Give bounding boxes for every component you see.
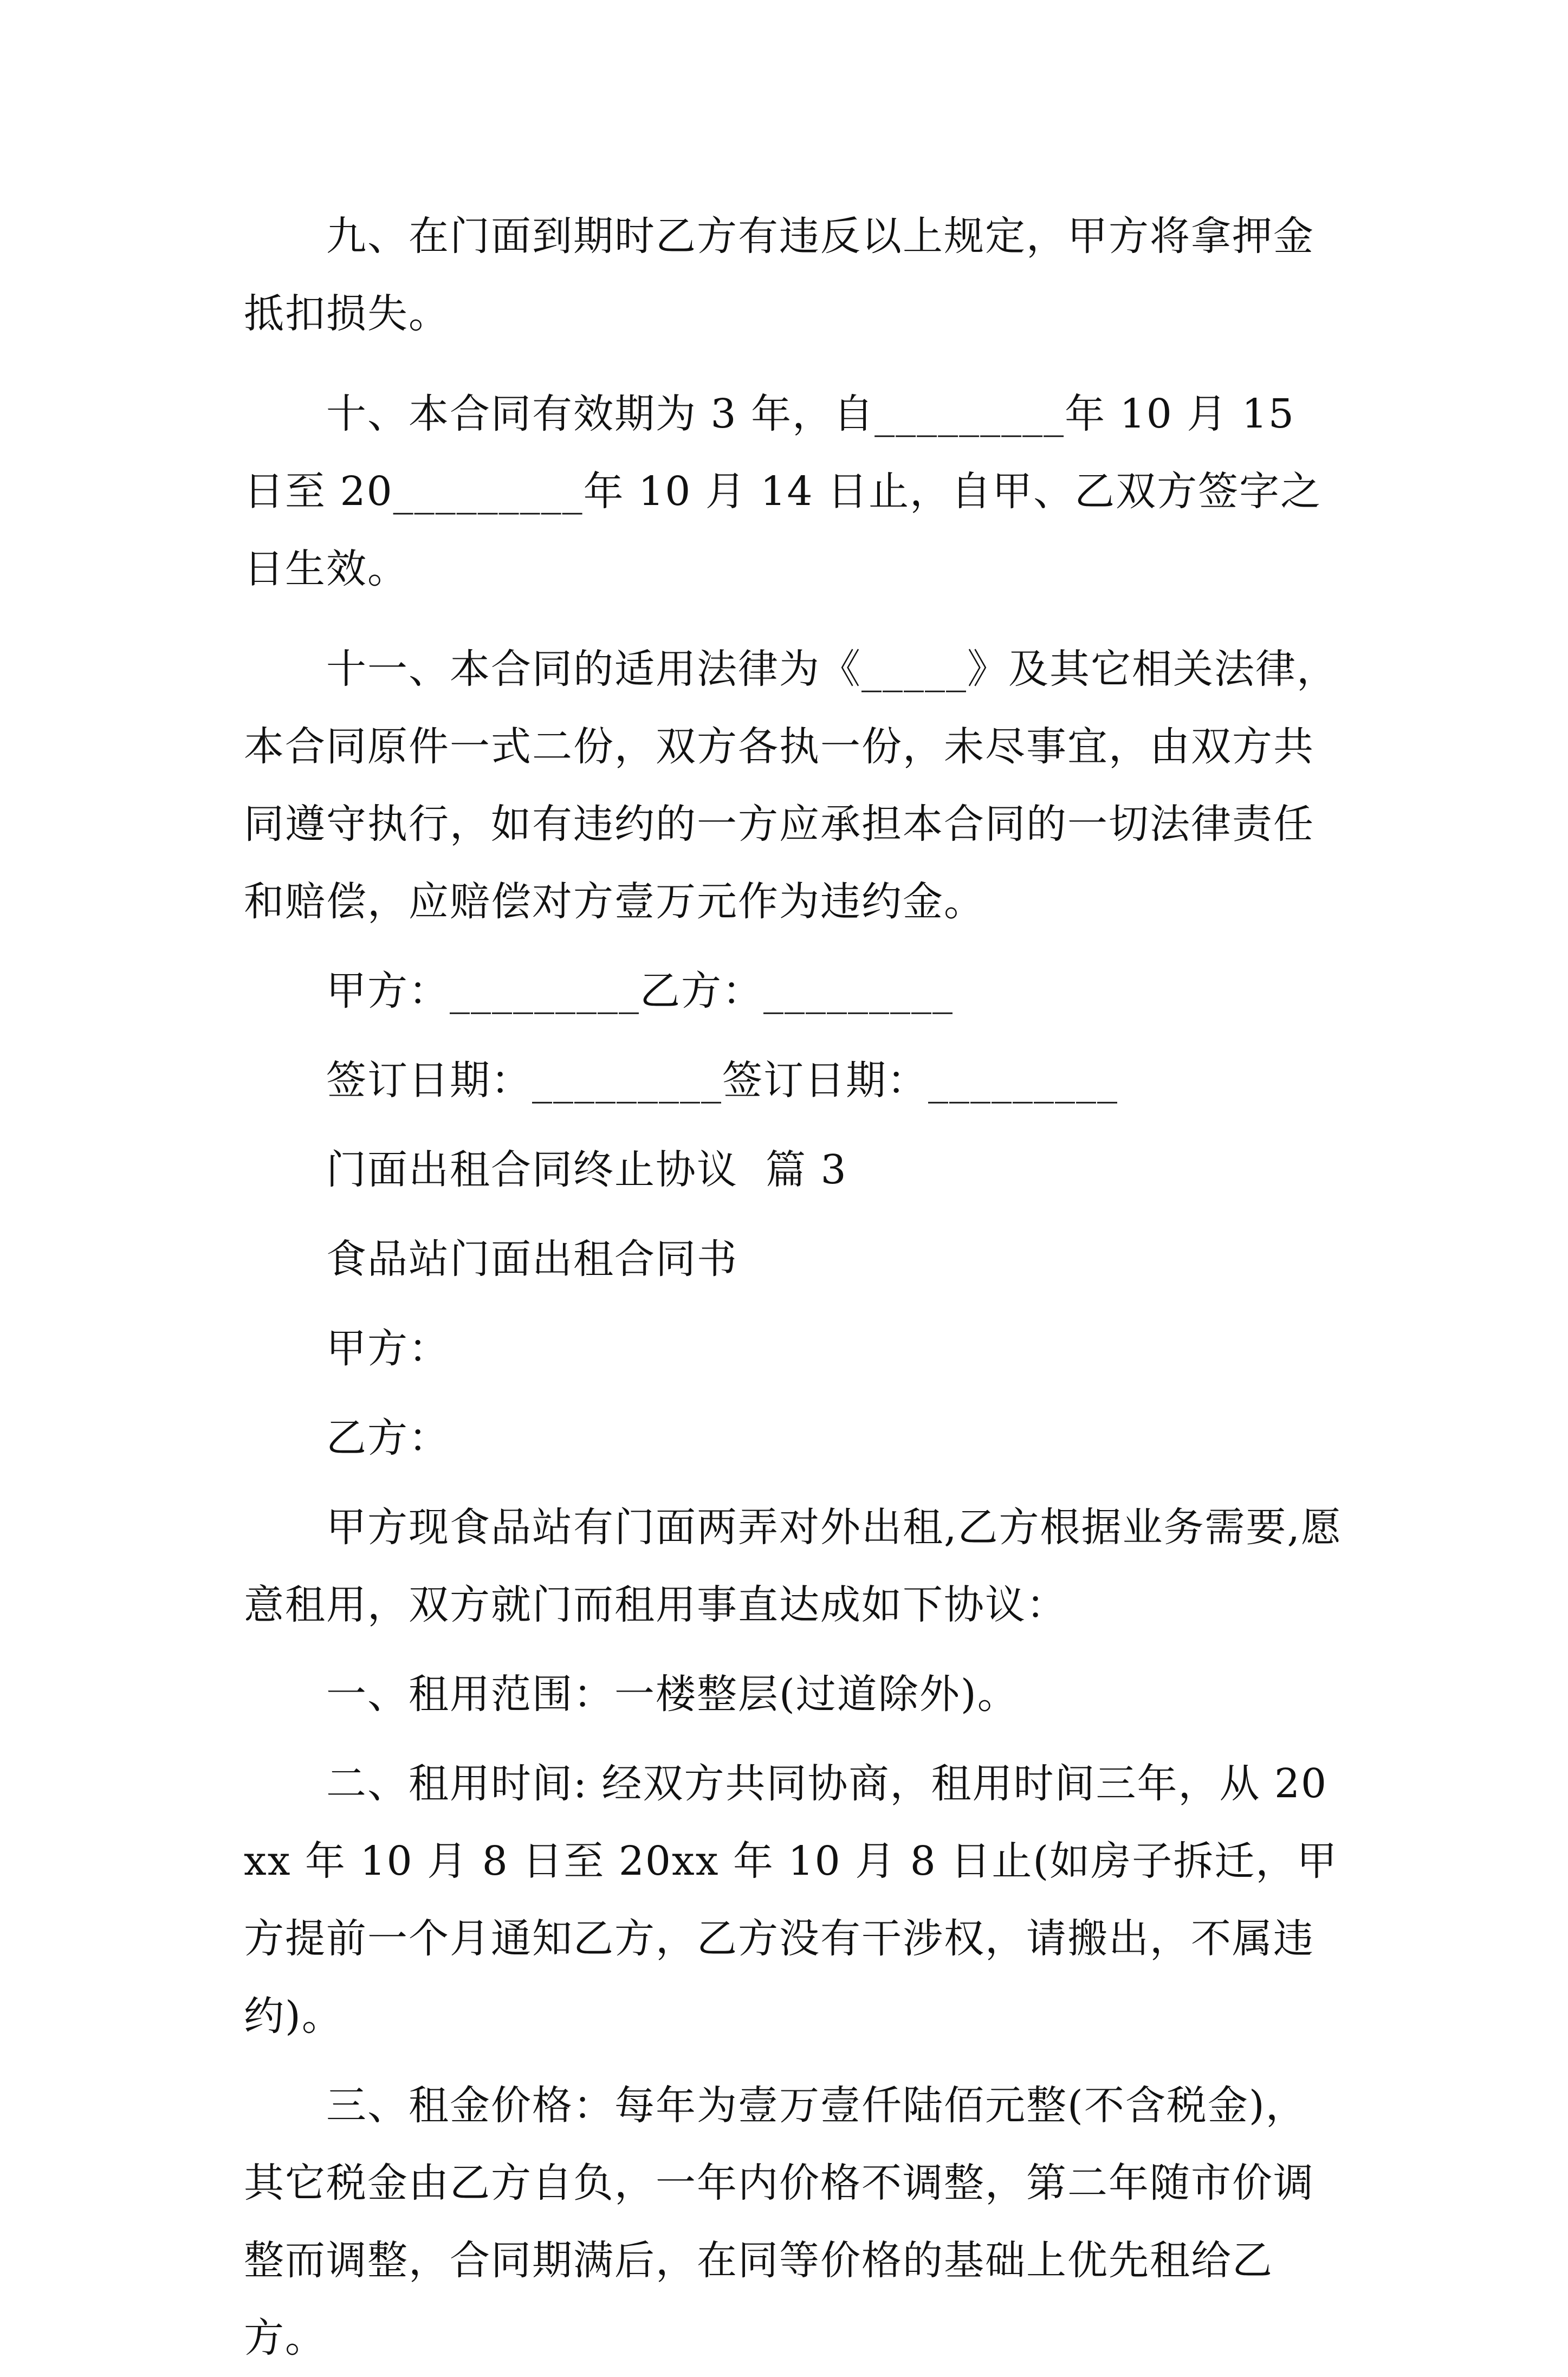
clause-10: 十、本合同有效期为 3 年，自_________年 10 月 15 日至 20_________年 10 月 14 日止，自甲、乙双方签字之日生效。 xyxy=(244,391,1322,592)
intro-paragraph: 甲方现食品站有门面两弄对外出租,乙方根据业务需要,愿意租用，双方就门而租用事直达成如下协议： xyxy=(244,1504,1343,1628)
clause-9: 九、在门面到期时乙方有违反以上规定，甲方将拿押金抵扣损失。 xyxy=(244,213,1314,337)
section-heading: 门面出租合同终止协议 篇 3 xyxy=(326,1147,847,1193)
rental-period-clause: 二、租用时间: 经双方共同协商，租用时间三年，从 20xx 年 10 月 8 日至 20xx 年 10 月 8 日止(如房子拆迁，甲方提前一个月通知乙方，乙方没有干涉权，请搬出，不属违约)。 xyxy=(244,1760,1338,2039)
clause-11: 十一、本合同的适用法律为《_____》及其它相关法律，本合同原件一式二份，双方各执一份，未尽事宜，由双方共同遵守执行，如有违约的一方应承担本合同的一切法律责任和赔偿，应赔偿对方壹万元作为违约金。 xyxy=(244,646,1338,925)
signing-date-line: 签订日期：_________签订日期：_________ xyxy=(326,1057,1118,1104)
document-body xyxy=(244,198,1344,2377)
party-a-line: 甲方： xyxy=(326,1325,450,1372)
rental-price-clause: 三、租金价格：每年为壹万壹仟陆佰元整(不含税金)，其它税金由乙方自负，一年内价格不调整，第二年随市价调整而调整，合同期满后，在同等价格的基础上优先租给乙方。 xyxy=(244,2082,1314,2361)
contract-title: 食品站门面出租合同书 xyxy=(326,1236,738,1283)
party-b-line: 乙方： xyxy=(326,1415,450,1461)
rental-scope-clause: 一、租用范围：一楼整层(过道除外)。 xyxy=(326,1671,1019,1718)
party-signature-line: 甲方：_________乙方：_________ xyxy=(326,968,954,1014)
